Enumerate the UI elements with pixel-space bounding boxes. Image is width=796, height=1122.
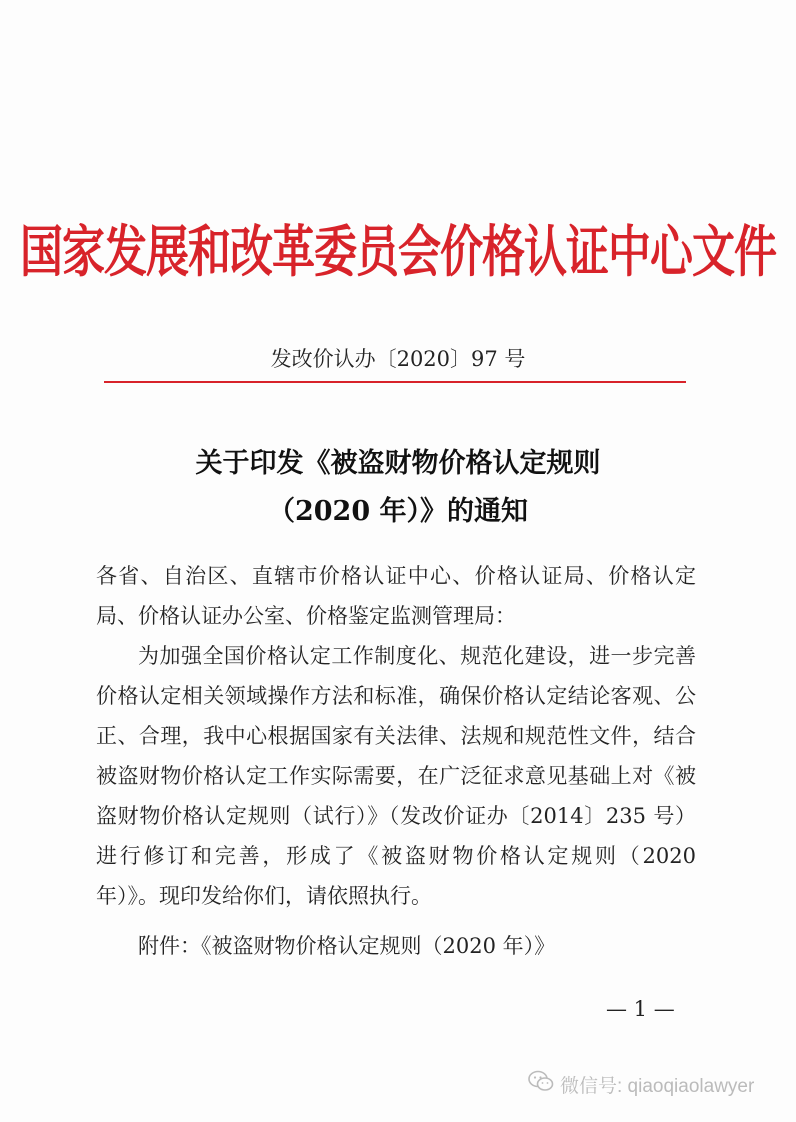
notice-title-line-1: 关于印发《被盗财物价格认定规则 [195, 448, 601, 479]
main-paragraph: 为加强全国价格认定工作制度化、规范化建设，进一步完善价格认定相关领域操作方法和标准，确保价格认定结论客观、公正、合理，我中心根据国家有关法律、法规和规范性文件，结合被盗财物价格认定工作实际需要，在广泛征求意见基础上对《被盗财物价格认定规则（试行）》（发改价证办〔2014〕235 号）进行修订和完善，形成了《被盗财物价格认定规则（2020 年）》。现印发给你们，请依照执行。 [96, 644, 696, 908]
document-number: 发改价认办〔2020〕97 号 [270, 347, 526, 371]
wechat-icon [528, 1070, 560, 1098]
red-divider-line [104, 381, 686, 383]
attachment-line: 附件：《被盗财物价格认定规则（2020 年）》 [138, 934, 556, 958]
watermark-text: 微信号: qiaoqiaolawyer [560, 1075, 755, 1097]
watermark [528, 1070, 754, 1098]
notice-body [96, 556, 696, 916]
document-header-title: 国家发展和改革委员会价格认证中心文件 [20, 220, 776, 286]
notice-title-line-2: （2020 年）》的通知 [267, 496, 529, 527]
addressee-paragraph: 各省、自治区、直辖市价格认证中心、价格认证局、价格认定局、价格认证办公室、价格鉴定监测管理局： [96, 564, 696, 628]
page-number: — 1 — [606, 997, 675, 1021]
notice-title [0, 440, 796, 536]
